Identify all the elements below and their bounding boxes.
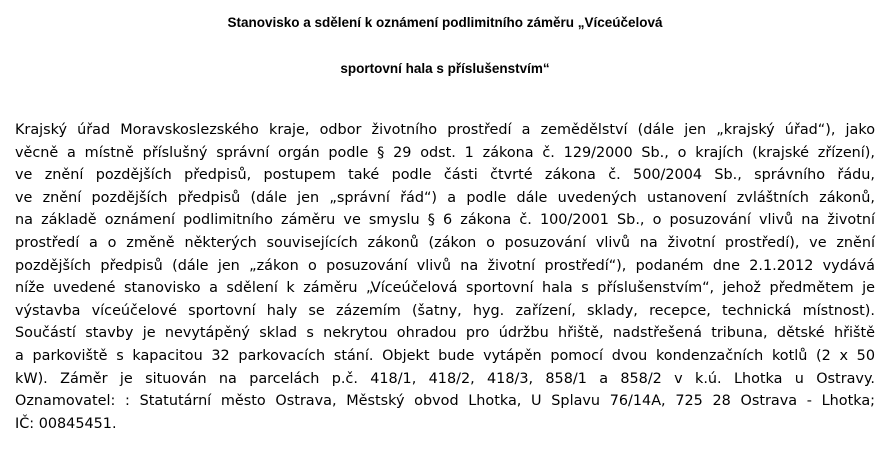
body-line-10: Součástí stavby je nevytápěný sklad s nekrytou ohradou pro údržbu hřiště, nadstřešená tribuna, dětské hřiště [15,325,875,342]
body-line-4: ve znění pozdějších předpisů (dále jen „správní řád“) a podle dále uvedených ustanovení zvláštních zákonů, [15,189,875,206]
body-line-8: níže uvedené stanovisko a sdělení k záměru „Víceúčelová sportovní hala s příslušenstvím“, jehož předmětem je [15,280,875,297]
body-line-7: pozdějších předpisů (dále jen „zákon o posuzování vlivů na životní prostředí“), podaném dne 2.1.2012 vydává [15,257,875,274]
body-line-14: IČ: 00845451. [15,415,117,432]
body-line-5: na základě oznámení podlimitního záměru ve smyslu § 6 zákona č. 100/2001 Sb., o posuzování vlivů na životní [15,212,875,229]
body-paragraph [15,119,875,435]
title-line-1: Stanovisko a sdělení k oznámení podlimitního záměru „Víceúčelová [227,15,663,30]
body-line-11: a parkoviště s kapacitou 32 parkovacích stání. Objekt bude vytápěn pomocí dvou kondenzačních kotlů (2 x 50 [15,347,875,364]
body-line-13: Oznamovatel: : Statutární město Ostrava, Městský obvod Lhotka, U Splavu 76/14A, 725 28 Ostrava - Lhotka; [15,393,875,410]
body-line-3: ve znění pozdějších předpisů, postupem také podle části čtvrté zákona č. 500/2004 Sb., správního řádu, [15,167,875,184]
body-line-9: výstavba víceúčelové sportovní haly se zázemím (šatny, hyg. zařízení, sklady, recepce, technická místnost). [15,302,875,319]
body-line-12: kW). Záměr je situován na parcelách p.č. 418/1, 418/2, 418/3, 858/1 a 858/2 v k.ú. Lhotka u Ostravy. [15,370,875,387]
body-line-1: Krajský úřad Moravskoslezského kraje, odbor životního prostředí a zemědělství (dále jen „krajský úřad“), jako [15,122,875,138]
body-line-6: prostředí a o změně některých souvisejících zákonů (zákon o posuzování vlivů na životní prostředí), ve znění [15,234,875,251]
title-line-2: sportovní hala s příslušenstvím“ [340,61,550,76]
body-line-2: věcně a místně příslušný správní orgán podle § 29 odst. 1 zákona č. 129/2000 Sb., o krajích (krajské zřízení), [15,144,875,161]
